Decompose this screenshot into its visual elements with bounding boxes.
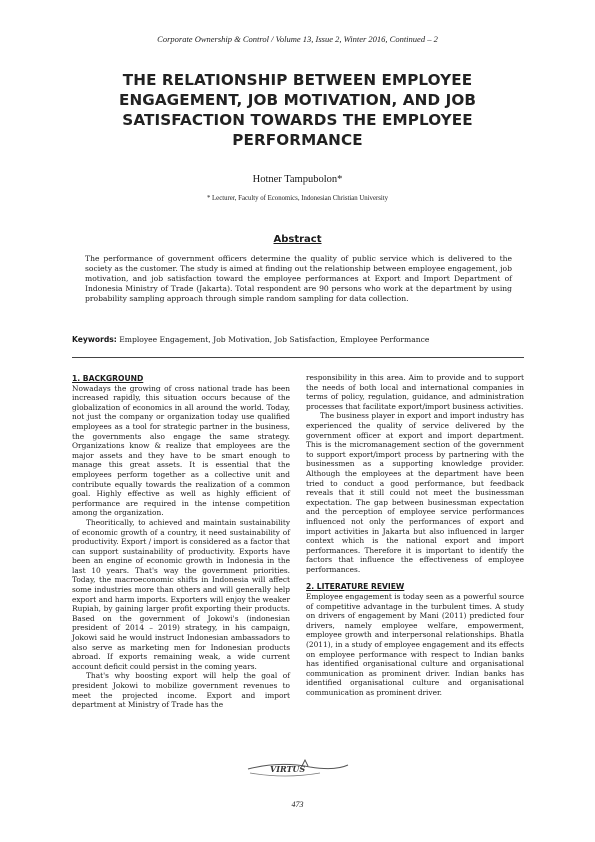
keywords-label: Keywords: [72,335,117,344]
page-number: 473 [291,800,304,809]
keywords [72,335,532,345]
paper-title: THE RELATIONSHIP BETWEEN EMPLOYEE ENGAGEMENT, JOB MOTIVATION, AND JOB SATISFACTION TOWARDS THE EMPLOYEE PERFORMANCE [118,71,477,149]
background-paragraph-5: The business player in export and import industry has experienced the quality of service delivered by the government officer at export and import department. This is the micromanagement section of the government to support export/import process by partnering with the businessmen as a supporting knowledge provider. Although the employees at the department have been tried to conduct a good performance, but feedback reveals that it still could not meet the businessman expectation. The gap between businessman expectation and the perception of employee service performances influenced not only the performances of export and import activities in Jakarta but also influenced in larger context which is the national export and import performances. Therefore it is important to identify the factors that influence the effectiveness of employee performances. [306,411,524,574]
background-paragraph-1: Nowadays the growing of cross national trade has been increased rapidly, this situation occurs because of the globalization of economics in all around the world. Today, not just the company or organization today use qualified employees as a tool for strategic partner in the business, the governments also engage the same strategy. Organizations know & realize that employees are the major assets and they have to be smart enough to manage this great assets. It is essential that the employees perform together as a collective unit and contribute equally towards the realization of a common goal. Highly effective as well as highly efficient of performance are required in the intense competition among the organization. [72,383,290,518]
background-paragraph-2: Theoritically, to achieved and maintain sustainability of economic growth of a country, it need sustainability of productivity. Export / import is considered as a factor that can support sustainability of productivity. Exports have been an engine of economic growth in Indonesia in the last 10 years. That's way the government priorities. Today, the macroeconomic shifts in Indonesia will affect some industries more than others and will generally help export and harm imports. Exporters will enjoy the weaker Rupiah, by gaining larger profit exporting their products. Based on the government of Jokowi's (indonesian president of 2014 – 2019) strategy, in his campaign, Jokowi said he would instruct Indonesian ambassadors to also serve as marketing men for Indonesian products abroad. If exports remaining weak, a wide current account deficit could persist in the coming years. [72,517,291,671]
publisher-logo-text: VIRTUS [270,764,306,774]
left-column [72,374,290,710]
right-column [306,373,524,698]
section-spacer [306,574,524,582]
background-paragraph-4: responsibility in this area. Aim to provide and to support the needs of both local and international companies in terms of policy, regulation, guidance, and administration processes that facilitate export/import business activities. [306,373,524,411]
journal-header: Corporate Ownership & Control / Volume 13, Issue 2, Winter 2016, Continued – 2 [157,34,438,44]
section-divider [72,357,524,358]
publisher-logo [240,753,355,783]
author-affiliation: * Lecturer, Faculty of Economics, Indonesian Christian University [206,195,389,202]
abstract-text: The performance of government officers determine the quality of public service which is delivered to the society as the customer. The study is aimed at finding out the relationship between employee engagement, job motivation, and job satisfaction toward the employee performances at Export and Import Department of Indonesia Ministry of Trade (Jakarta). Total respondent are 90 persons who work at the department by using probability sampling approach through simple random sampling for data collection. [85,254,512,304]
background-paragraph-3: That's why boosting export will help the goal of president Jokowi to mobilize government revenues to meet the projected income. Export and import department at Ministry of Trade has the [72,671,290,710]
section-heading-literature: 2. LITERATURE REVIEW [306,582,405,592]
section-heading-background: 1. BACKGROUND [72,374,144,383]
literature-paragraph-1: Employee engagement is today seen as a powerful source of competitive advantage in the turbulent times. A study on drivers of engagement by Mani (2011) predicted four drivers, namely employee welfare, empowerment, employee growth and interpersonal relationships. Bhatla (2011), in a study of employee engagement and its effects on employee performance with respect to Indian banks has identified organisational culture and organisational communication as prominent driver. Indian banks has identified organisational culture and organisational communication as prominent driver. [306,592,524,697]
keywords-text: Employee Engagement, Job Motivation, Job Satisfaction, Employee Performance [116,335,430,344]
author-name: Hotner Tampubolon* [252,174,343,185]
abstract-heading: Abstract [273,234,322,245]
